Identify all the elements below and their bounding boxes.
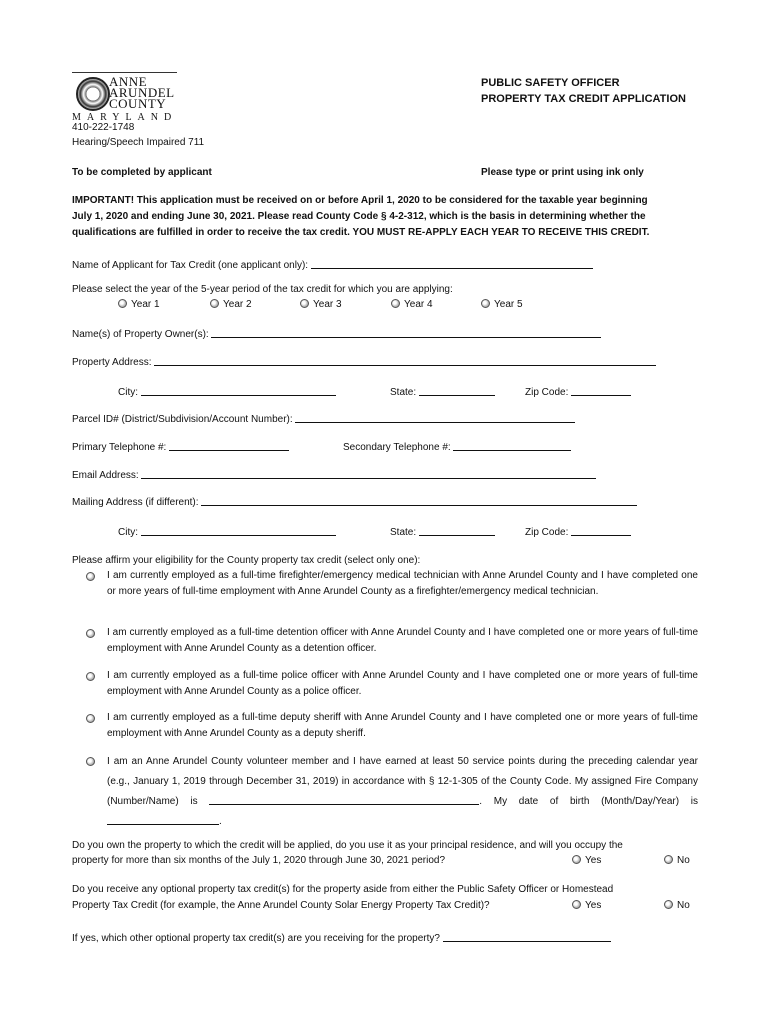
zip-label: Zip Code: <box>525 387 569 398</box>
county-seal-icon <box>76 77 110 111</box>
question-1-line1: Do you own the property to which the credit will be applied, do you use it as your principal residence, and will you occupy the <box>72 840 623 851</box>
parcel-label: Parcel ID# (District/Subdivision/Account Number): <box>72 414 293 425</box>
important-line1: IMPORTANT! This application must be received on or before April 1, 2020 to be considered for the taxable year beginning <box>72 195 648 206</box>
parcel-field[interactable] <box>295 412 575 423</box>
yes-label: Yes <box>585 855 602 866</box>
question-3-label: If yes, which other optional property tax credit(s) are you receiving for the property? <box>72 933 440 944</box>
form-title-line1: PUBLIC SAFETY OFFICER <box>481 77 620 89</box>
logo-text-arundel: ARUNDEL <box>109 85 175 100</box>
hearing-impaired-line: Hearing/Speech Impaired 711 <box>72 137 205 148</box>
eligibility-radio-2[interactable] <box>86 629 95 638</box>
logo-text-county: COUNTY <box>109 96 167 111</box>
year-label: Year 1 <box>131 299 160 310</box>
year-option-5[interactable] <box>481 299 523 310</box>
completed-by-note: To be completed by applicant <box>72 167 212 178</box>
question-3-row <box>72 931 611 944</box>
zip-row-1 <box>525 385 631 398</box>
secondary-phone-row <box>343 440 571 453</box>
state-field[interactable] <box>419 525 495 536</box>
secondary-phone-label: Secondary Telephone #: <box>343 442 451 453</box>
eligibility-option-5 <box>107 752 698 832</box>
state-row-2 <box>390 525 495 538</box>
email-row <box>72 468 596 481</box>
year-option-2[interactable] <box>210 299 252 310</box>
q1-yes-option[interactable] <box>572 855 601 866</box>
radio-icon[interactable] <box>572 900 581 909</box>
radio-icon[interactable] <box>391 299 400 308</box>
eligibility-radio-3[interactable] <box>86 672 95 681</box>
eligibility-option-4: I am currently employed as a full-time deputy sheriff with Anne Arundel County and I have completed one or more years of full-time employment with Anne Arundel County as a deputy sheriff. <box>107 712 698 739</box>
owners-label: Name(s) of Property Owner(s): <box>72 329 209 340</box>
important-line3: qualifications are fulfilled in order to receive the tax credit. YOU MUST RE-APPLY EACH YEAR TO RECEIVE THIS CREDIT. <box>72 227 650 238</box>
question-2-line1: Do you receive any optional property tax credit(s) for the property aside from either the Public Safety Officer or Homestead <box>72 884 614 895</box>
property-address-field[interactable] <box>154 355 656 366</box>
year-label: Year 5 <box>494 299 523 310</box>
email-label: Email Address: <box>72 470 139 481</box>
primary-phone-field[interactable] <box>169 440 289 451</box>
logo-text-maryland: MARYLAND <box>72 112 178 123</box>
q1-no-option[interactable] <box>664 855 690 866</box>
logo-text-anne: ANNE <box>109 74 148 89</box>
eligibility-option-2: I am currently employed as a full-time detention officer with Anne Arundel County and I have completed one or more years of full-time employment with Anne Arundel County as a detention officer. <box>107 627 698 654</box>
q2-no-option[interactable] <box>664 900 690 911</box>
county-logo <box>72 72 177 122</box>
zip-field[interactable] <box>571 525 631 536</box>
state-label: State: <box>390 387 417 398</box>
mailing-label: Mailing Address (if different): <box>72 497 199 508</box>
radio-icon[interactable] <box>210 299 219 308</box>
year-option-4[interactable] <box>391 299 433 310</box>
eligibility-intro: Please affirm your eligibility for the County property tax credit (select only one): <box>72 555 421 566</box>
radio-icon[interactable] <box>118 299 127 308</box>
city-row-1 <box>118 385 336 398</box>
eligibility-radio-5[interactable] <box>86 757 95 766</box>
q2-yes-option[interactable] <box>572 900 601 911</box>
important-line2: July 1, 2020 and ending June 30, 2021. Please read County Code § 4-2-312, which is the basis in determining whether the <box>72 211 646 222</box>
eligibility-option-3: I am currently employed as a full-time police officer with Anne Arundel County and I have completed one or more years of full-time employment with Anne Arundel County as a police officer. <box>107 670 698 697</box>
applicant-name-label: Name of Applicant for Tax Credit (one applicant only): <box>72 260 309 271</box>
question-2-line2: Property Tax Credit (for example, the Anne Arundel County Solar Energy Property Tax Credit)? <box>72 900 490 911</box>
city-label: City: <box>118 527 138 538</box>
owners-field[interactable] <box>211 327 601 338</box>
select-year-label: Please select the year of the 5-year period of the tax credit for which you are applying: <box>72 284 453 295</box>
primary-phone-row <box>72 440 289 453</box>
eligibility-radio-1[interactable] <box>86 572 95 581</box>
yes-label: Yes <box>585 900 602 911</box>
secondary-phone-field[interactable] <box>453 440 571 451</box>
year-option-3[interactable] <box>300 299 342 310</box>
ink-note: Please type or print using ink only <box>481 167 644 178</box>
date-of-birth-field[interactable] <box>107 814 219 825</box>
applicant-name-row <box>72 258 593 271</box>
fire-company-field[interactable] <box>209 794 479 805</box>
volunteer-text-end: . <box>219 816 222 827</box>
radio-icon[interactable] <box>664 855 673 864</box>
city-field[interactable] <box>141 525 336 536</box>
owners-row <box>72 327 601 340</box>
state-field[interactable] <box>419 385 495 396</box>
year-label: Year 2 <box>223 299 252 310</box>
property-address-row <box>72 355 656 368</box>
logo-rule <box>72 72 177 73</box>
radio-icon[interactable] <box>481 299 490 308</box>
state-label: State: <box>390 527 417 538</box>
email-field[interactable] <box>141 468 596 479</box>
zip-row-2 <box>525 525 631 538</box>
applicant-name-field[interactable] <box>311 258 593 269</box>
radio-icon[interactable] <box>300 299 309 308</box>
city-row-2 <box>118 525 336 538</box>
other-credits-field[interactable] <box>443 931 611 942</box>
state-row-1 <box>390 385 495 398</box>
zip-field[interactable] <box>571 385 631 396</box>
volunteer-text-b: . My date of birth (Month/Day/Year) is <box>479 796 698 807</box>
property-address-label: Property Address: <box>72 357 152 368</box>
form-title-line2: PROPERTY TAX CREDIT APPLICATION <box>481 93 686 105</box>
year-label: Year 4 <box>404 299 433 310</box>
parcel-row <box>72 412 575 425</box>
city-field[interactable] <box>141 385 336 396</box>
city-label: City: <box>118 387 138 398</box>
mailing-row <box>72 495 637 508</box>
eligibility-option-1: I am currently employed as a full-time firefighter/emergency medical technician with Anne Arundel County and I have completed one or more years of full-time employment with Anne Arundel County as a firefighter/emergency medical technician. <box>107 570 698 597</box>
primary-phone-label: Primary Telephone #: <box>72 442 167 453</box>
question-1-line2: property for more than six months of the July 1, 2020 through June 30, 2021 period? <box>72 855 446 866</box>
no-label: No <box>677 900 690 911</box>
eligibility-radio-4[interactable] <box>86 714 95 723</box>
no-label: No <box>677 855 690 866</box>
zip-label: Zip Code: <box>525 527 569 538</box>
year-option-1[interactable] <box>118 299 160 310</box>
mailing-field[interactable] <box>201 495 637 506</box>
phone-number: 410-222-1748 <box>72 122 135 133</box>
year-label: Year 3 <box>313 299 342 310</box>
radio-icon[interactable] <box>572 855 581 864</box>
radio-icon[interactable] <box>664 900 673 909</box>
volunteer-text-a: I am an Anne Arundel County volunteer member and I have earned at least 50 service points during the preceding calendar year (e.g., January 1, 2019 through December 31, 2019) in accordance with § 12-1-305 of the County Code. My assigned Fire Company (Number/Name) is <box>107 756 698 807</box>
